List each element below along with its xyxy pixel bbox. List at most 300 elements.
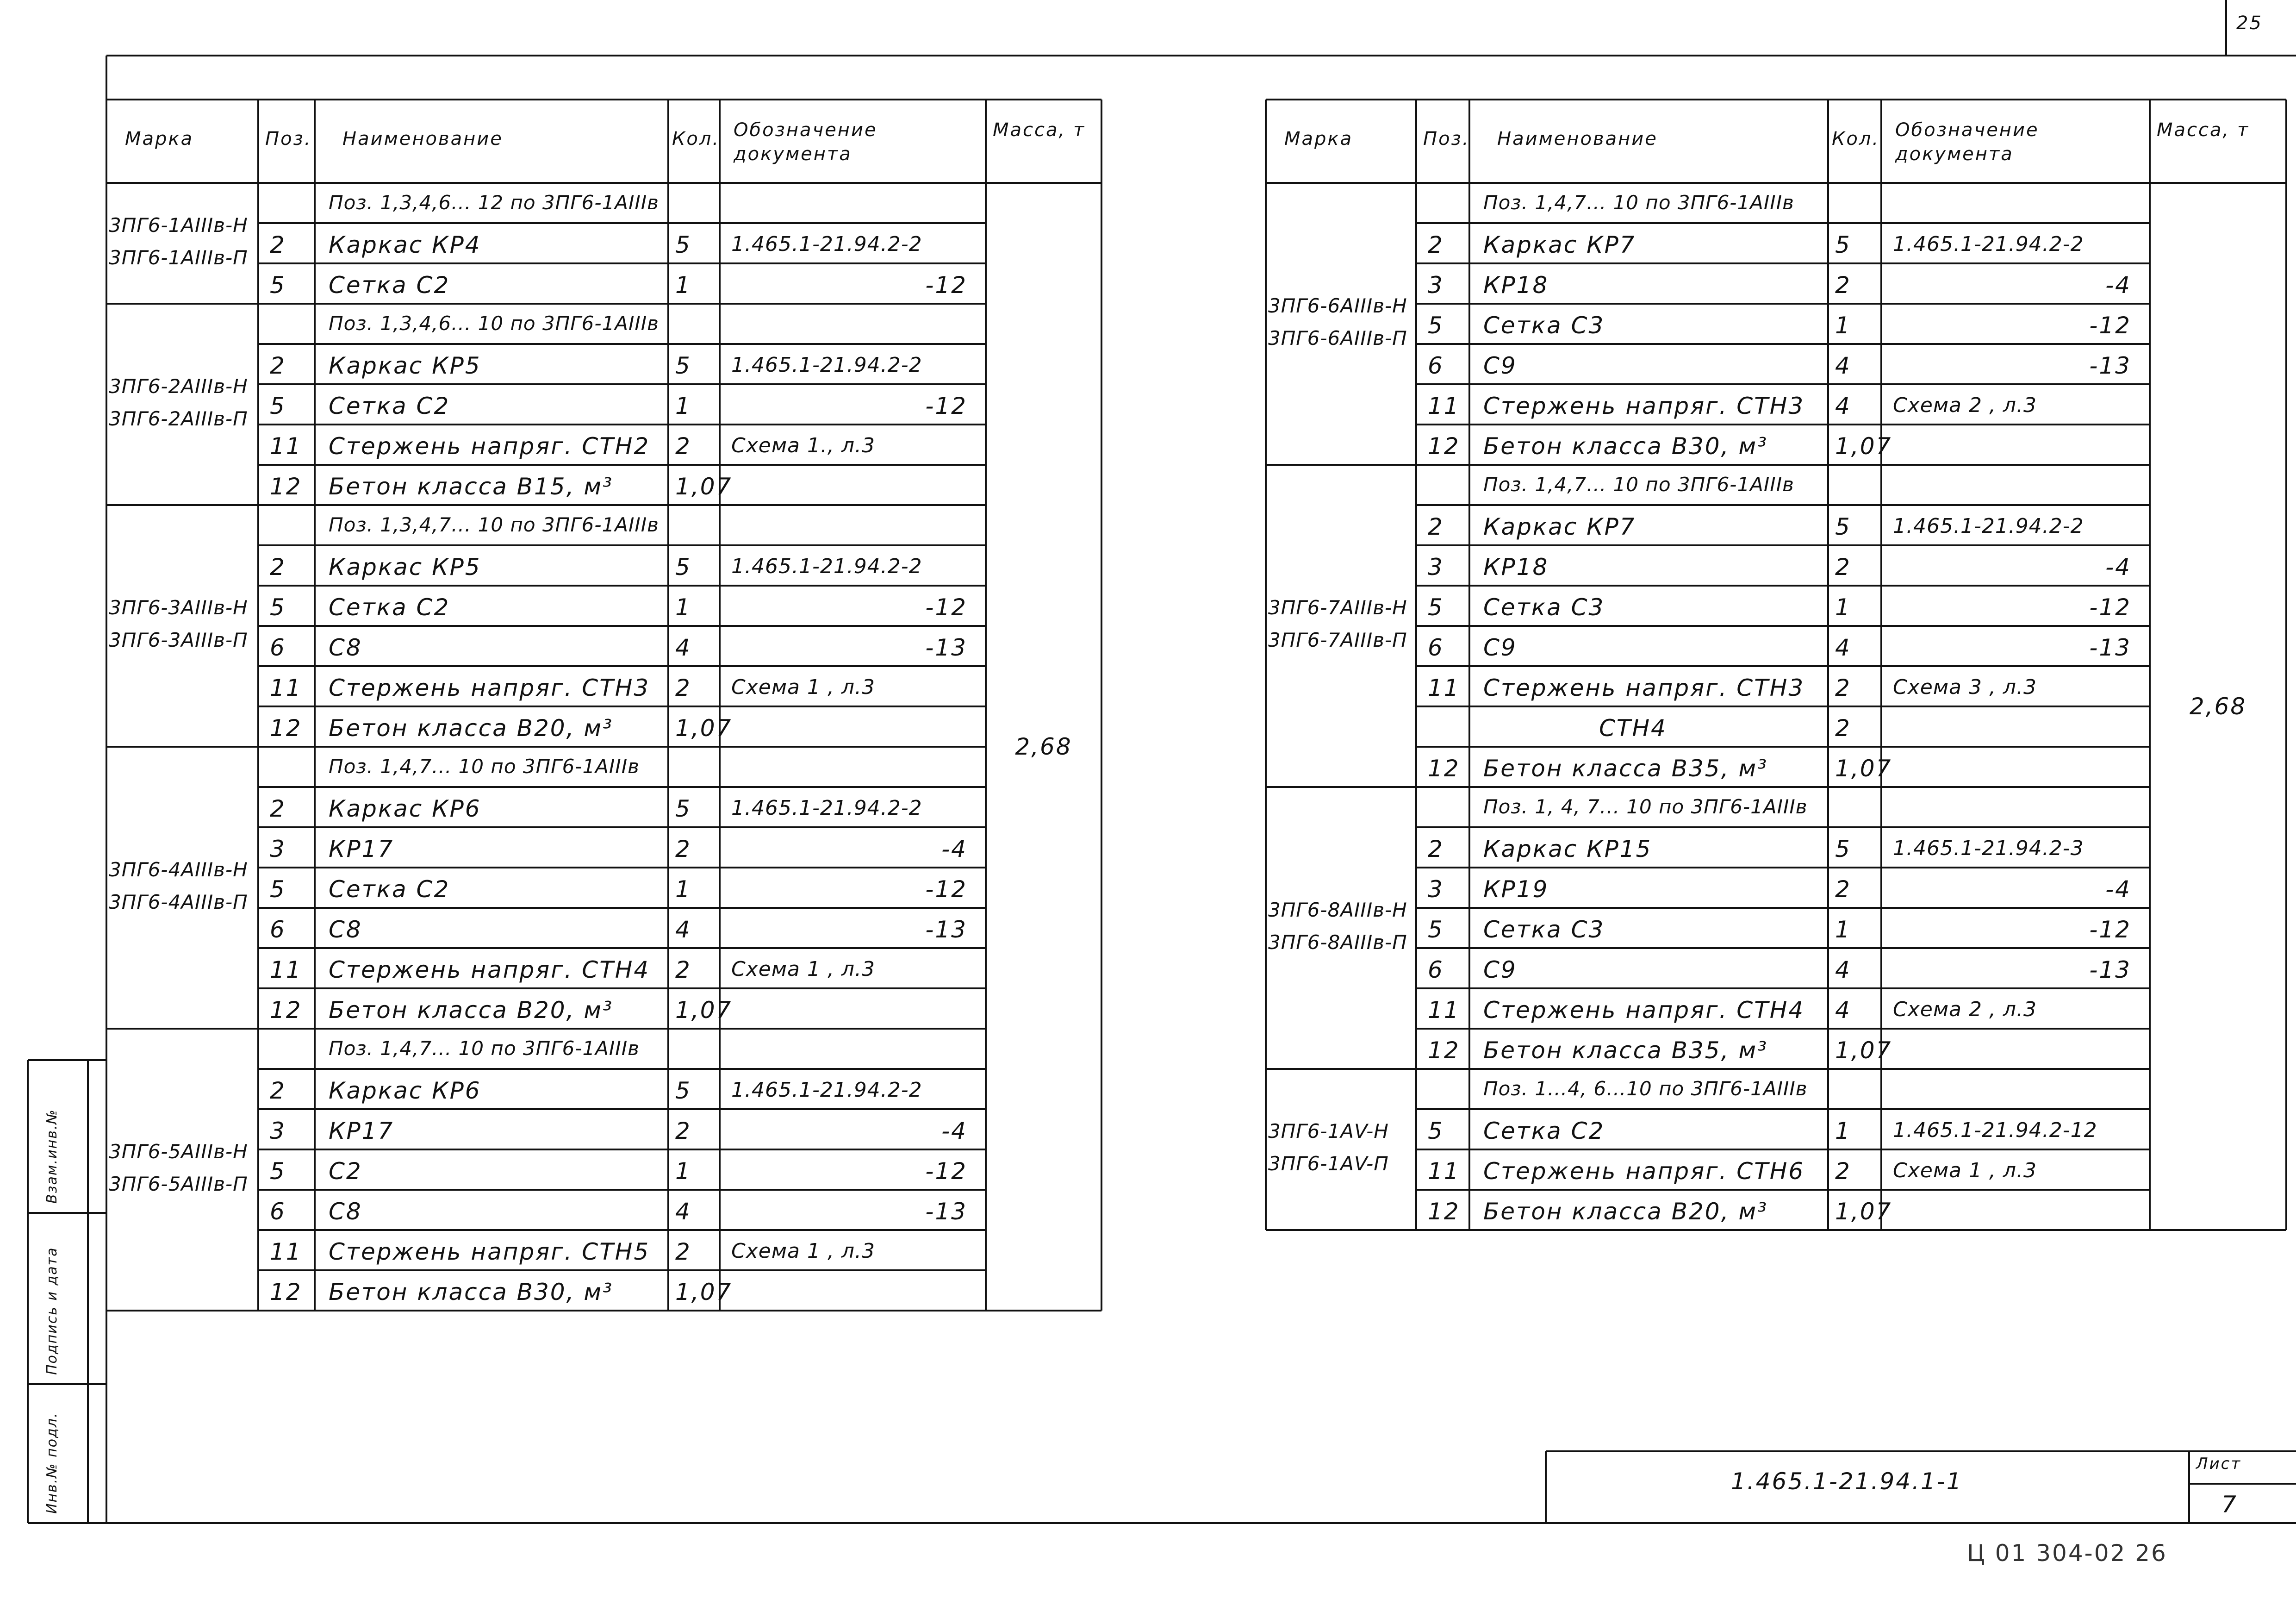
left_table-pos-cell: 6 — [270, 916, 286, 943]
left_table-name-cell: Каркас КР6 — [329, 795, 481, 822]
right_table-mark-cell: 3ПГ6-1АV-П — [1268, 1152, 1389, 1175]
left_table-qty-cell: 4 — [675, 634, 691, 661]
left_table-qty-cell: 5 — [675, 795, 691, 822]
right_table-mark-cell: 3ПГ6-6АIIIв-Н — [1268, 294, 1407, 317]
title-block-sep — [2188, 1451, 2190, 1523]
left_table-header-mass: Масса, т — [993, 119, 1086, 141]
right_table-row-rule — [1416, 544, 2150, 546]
left_table-row-rule — [258, 987, 986, 989]
left_table-pos-cell: 5 — [270, 1158, 286, 1185]
left_table-doc-cell: -12 — [925, 1158, 967, 1185]
left_table-doc-cell: Схема 1 , л.3 — [731, 957, 876, 981]
right_table-name-cell: Стержень напряг. СТН4 — [1483, 997, 1805, 1024]
right_table-col-rule — [1468, 100, 1470, 1230]
left_table-name-cell: Сетка С2 — [329, 594, 450, 621]
left_table-qty-cell: 1 — [675, 393, 691, 419]
left_table-qty-cell: 1,07 — [675, 715, 733, 742]
side-stamp-top — [28, 1059, 106, 1061]
left_table-pos-cell: 2 — [270, 795, 286, 822]
title-block-top — [1546, 1450, 2296, 1452]
right_table-name-cell: С9 — [1483, 956, 1517, 983]
right_table-header-name: Наименование — [1497, 128, 1658, 150]
right_table-row-rule — [1416, 424, 2150, 425]
right_table-row-rule — [1416, 706, 2150, 707]
right_table-pos-cell: 11 — [1428, 674, 1460, 701]
right_table-qty-cell: 5 — [1835, 836, 1851, 862]
left_table-name-cell: С8 — [329, 916, 362, 943]
left_table-qty-cell: 1 — [675, 876, 691, 903]
right_table-header-qty: Кол. — [1832, 128, 1880, 150]
left_table-row-rule — [258, 262, 986, 264]
right_table-name-cell: Стержень напряг. СТН6 — [1483, 1158, 1805, 1185]
left_table-mark-cell: 3ПГ6-1АIIIв-П — [109, 246, 248, 269]
left_table-row-rule — [258, 706, 986, 707]
left_table-pos-cell: 11 — [270, 1238, 302, 1265]
left_table-pos-cell: 6 — [270, 634, 286, 661]
right_table-header-rule — [1266, 182, 2286, 184]
left_table-header-rule — [106, 182, 1101, 184]
right_table-qty-cell: 2 — [1835, 674, 1851, 701]
left_table-name-cell: Стержень напряг. СТН2 — [329, 433, 650, 460]
left_table-qty-cell: 5 — [675, 554, 691, 581]
right_table-doc-cell: -12 — [2089, 312, 2131, 339]
left_table-name-cell: С8 — [329, 634, 362, 661]
right_table-pos-cell: 12 — [1428, 1037, 1460, 1064]
left_table-group-rule — [106, 303, 258, 305]
right_table-qty-cell: 1,07 — [1835, 1198, 1892, 1225]
right_table-doc-cell: 1.465.1-21.94.2-2 — [1893, 514, 2084, 538]
page-stamp: Ц 01 304-02 26 — [1967, 1540, 2167, 1567]
right_table-qty-cell: 1,07 — [1835, 755, 1892, 782]
left_table-pos-cell: 2 — [270, 352, 286, 379]
left_table-mark-cell: 3ПГ6-2АIIIв-П — [109, 407, 248, 430]
right_table-doc-cell: -13 — [2089, 956, 2131, 983]
left_table-row-rule — [258, 464, 986, 466]
right_table-pos-cell: 12 — [1428, 1198, 1460, 1225]
right_table-name-cell: Поз. 1,4,7... 10 по 3ПГ6-1АIIIв — [1483, 473, 1794, 496]
left_table-name-cell: Поз. 1,3,4,6... 10 по 3ПГ6-1АIIIв — [329, 312, 659, 335]
right_table-doc-cell: Схема 3 , л.3 — [1893, 675, 2037, 699]
right_table-pos-cell: 2 — [1428, 231, 1444, 258]
right_table-qty-cell: 2 — [1835, 715, 1851, 742]
left_table-name-cell: Бетон класса В30, м³ — [329, 1279, 614, 1305]
right_table-qty-cell: 5 — [1835, 513, 1851, 540]
left_table-qty-cell: 2 — [675, 674, 691, 701]
left_table-row-rule — [258, 1068, 986, 1070]
left_table-group-rule — [106, 504, 258, 506]
left_table-name-cell: Сетка С2 — [329, 393, 450, 419]
right_table-qty-cell: 4 — [1835, 634, 1851, 661]
left_table-qty-cell: 1,07 — [675, 473, 733, 500]
title-block-left — [1545, 1451, 1547, 1523]
left_table-pos-cell: 5 — [270, 594, 286, 621]
right_table-row-rule — [1416, 1028, 2150, 1030]
left_table-row-rule — [258, 786, 986, 788]
right_table-pos-cell: 11 — [1428, 1158, 1460, 1185]
left_table-row-rule — [258, 303, 986, 305]
right_table-col-rule — [2285, 100, 2287, 1230]
right_table-row-rule — [1416, 1189, 2150, 1191]
left_table-pos-cell: 11 — [270, 956, 302, 983]
left_table-row-rule — [258, 1189, 986, 1191]
side-stamp-sep — [28, 1212, 106, 1214]
left_table-pos-cell: 5 — [270, 393, 286, 419]
right_table-doc-cell: 1.465.1-21.94.2-2 — [1893, 232, 2084, 256]
left_table-row-rule — [258, 907, 986, 909]
right_table-name-cell: Каркас КР15 — [1483, 836, 1652, 862]
right_table-pos-cell: 5 — [1428, 1118, 1444, 1144]
left_table-doc-cell: Схема 1., л.3 — [731, 434, 876, 457]
left_table-row-rule — [258, 947, 986, 949]
right_table-col-rule — [1415, 100, 1417, 1230]
right_table-qty-cell: 2 — [1835, 1158, 1851, 1185]
side-stamp-left — [27, 1060, 29, 1523]
left_table-header-qty: Кол. — [672, 128, 720, 150]
left_table-col-rule — [106, 100, 107, 1311]
left_table-qty-cell: 4 — [675, 916, 691, 943]
title-block-sheet-number: 7 — [2221, 1491, 2238, 1518]
left_table-pos-cell: 3 — [270, 1118, 286, 1144]
right_table-qty-cell: 4 — [1835, 956, 1851, 983]
left_table-group-rule — [106, 1028, 258, 1030]
right_table-group-rule — [1266, 464, 1416, 466]
left_table-name-cell: Стержень напряг. СТН4 — [329, 956, 650, 983]
right_table-row-rule — [1416, 585, 2150, 587]
left_table-pos-cell: 6 — [270, 1198, 286, 1225]
right_table-row-rule — [1416, 625, 2150, 627]
left_table-qty-cell: 5 — [675, 352, 691, 379]
left_table-mark-cell: 3ПГ6-5АIIIв-П — [109, 1172, 248, 1195]
right_table-header-doc: Обозначение документа — [1895, 119, 2039, 165]
left_table-pos-cell: 3 — [270, 836, 286, 862]
left_table-col-rule — [667, 100, 669, 1311]
left_table-row-rule — [258, 746, 986, 748]
right_table-name-cell: КР18 — [1483, 272, 1549, 299]
right_table-group-rule — [1266, 1068, 1416, 1070]
right_table-pos-cell: 3 — [1428, 272, 1444, 299]
right_table-mark-cell: 3ПГ6-6АIIIв-П — [1268, 326, 1407, 350]
right_table-pos-cell: 6 — [1428, 634, 1444, 661]
right_table-doc-cell: Схема 2 , л.3 — [1893, 393, 2037, 417]
left_table-qty-cell: 1,07 — [675, 1279, 733, 1305]
left_table-bottom-rule — [106, 1310, 1101, 1311]
frame-corner-line — [2225, 0, 2227, 56]
right_table-mass-value: 2,68 — [2189, 693, 2247, 720]
right_table-mark-cell: 3ПГ6-7АIIIв-П — [1268, 629, 1407, 651]
right_table-qty-cell: 4 — [1835, 352, 1851, 379]
right_table-row-rule — [1416, 1068, 2150, 1070]
right_table-name-cell: КР19 — [1483, 876, 1549, 903]
right_table-qty-cell: 1 — [1835, 1118, 1851, 1144]
right_table-row-rule — [1416, 222, 2150, 224]
right_table-pos-cell: 11 — [1428, 997, 1460, 1024]
left_table-name-cell: Каркас КР6 — [329, 1077, 481, 1104]
right_table-name-cell: Сетка С3 — [1483, 312, 1605, 339]
right_table-doc-cell: Схема 1 , л.3 — [1893, 1159, 2037, 1182]
right_table-row-rule — [1416, 786, 2150, 788]
right_table-qty-cell: 1,07 — [1835, 433, 1892, 460]
right_table-pos-cell: 3 — [1428, 876, 1444, 903]
right_table-name-cell: С9 — [1483, 634, 1517, 661]
left_table-doc-cell: -4 — [941, 1118, 967, 1144]
left_table-qty-cell: 2 — [675, 956, 691, 983]
left_table-mark-cell: 3ПГ6-4АIIIв-Н — [109, 858, 248, 881]
left_table-mark-cell: 3ПГ6-3АIIIв-П — [109, 629, 248, 651]
frame-top-line — [106, 55, 2296, 56]
right_table-name-cell: Бетон класса В30, м³ — [1483, 433, 1768, 460]
right_table-mark-cell: 3ПГ6-8АIIIв-Н — [1268, 898, 1407, 921]
left_table-header-name: Наименование — [342, 128, 503, 150]
left_table-name-cell: Стержень напряг. СТН3 — [329, 674, 650, 701]
left_table-pos-cell: 5 — [270, 272, 286, 299]
left_table-row-rule — [258, 625, 986, 627]
left_table-mass-value: 2,68 — [1015, 733, 1072, 760]
right_table-header-mark: Марка — [1284, 128, 1353, 150]
left_table-qty-cell: 2 — [675, 836, 691, 862]
left_table-pos-cell: 11 — [270, 674, 302, 701]
right_table-qty-cell: 5 — [1835, 231, 1851, 258]
left_table-name-cell: Сетка С2 — [329, 272, 450, 299]
right_table-row-rule — [1416, 262, 2150, 264]
right_table-row-rule — [1416, 907, 2150, 909]
right_table-pos-cell: 2 — [1428, 836, 1444, 862]
side-stamp-sign: Подпись и дата — [44, 1247, 60, 1375]
left_table-row-rule — [258, 424, 986, 425]
left_table-qty-cell: 1,07 — [675, 997, 733, 1024]
right_table-name-cell: Бетон класса В20, м³ — [1483, 1198, 1768, 1225]
left_table-doc-cell: -13 — [925, 634, 967, 661]
right_table-pos-cell: 12 — [1428, 755, 1460, 782]
right_table-row-rule — [1416, 383, 2150, 385]
right_table-qty-cell: 4 — [1835, 997, 1851, 1024]
left_table-doc-cell: Схема 1 , л.3 — [731, 675, 876, 699]
left_table-row-rule — [258, 867, 986, 868]
left_table-pos-cell: 2 — [270, 1077, 286, 1104]
right_table-name-cell: Сетка С2 — [1483, 1118, 1605, 1144]
left_table-doc-cell: -13 — [925, 916, 967, 943]
sheet-corner-number: 25 — [2236, 12, 2263, 34]
right_table-name-cell: Сетка С3 — [1483, 916, 1605, 943]
right_table-name-cell: Поз. 1, 4, 7... 10 по 3ПГ6-1АIIIв — [1483, 795, 1808, 818]
left_table-header-pos: Поз. — [265, 128, 312, 150]
left_table-pos-cell: 12 — [270, 473, 302, 500]
right_table-name-cell: Поз. 1...4, 6...10 по 3ПГ6-1АIIIв — [1483, 1077, 1808, 1100]
right_table-qty-cell: 2 — [1835, 272, 1851, 299]
right_table-header-pos: Поз. — [1423, 128, 1470, 150]
left_table-col-rule — [985, 100, 987, 1311]
left_table-header-mark: Марка — [125, 128, 194, 150]
left_table-doc-cell: -12 — [925, 594, 967, 621]
left_table-mark-cell: 3ПГ6-2АIIIв-Н — [109, 375, 248, 398]
right_table-mark-cell: 3ПГ6-1АV-Н — [1268, 1120, 1389, 1143]
left_table-group-rule — [106, 746, 258, 748]
right_table-row-rule — [1416, 746, 2150, 748]
right_table-qty-cell: 2 — [1835, 554, 1851, 581]
left_table-name-cell: Поз. 1,3,4,6... 12 по 3ПГ6-1АIIIв — [329, 191, 659, 214]
left_table-doc-cell: -12 — [925, 876, 967, 903]
right_table-row-rule — [1416, 1108, 2150, 1110]
right_table-mark-cell: 3ПГ6-8АIIIв-П — [1268, 931, 1407, 954]
right_table-row-rule — [1416, 303, 2150, 305]
side-stamp-replace: Взам.инв.№ — [44, 1109, 60, 1204]
left_table-name-cell: Стержень напряг. СТН5 — [329, 1238, 650, 1265]
left_table-doc-cell: -4 — [941, 836, 967, 862]
right_table-row-rule — [1416, 504, 2150, 506]
right_table-qty-cell: 2 — [1835, 876, 1851, 903]
right_table-name-cell: Бетон класса В35, м³ — [1483, 1037, 1768, 1064]
right_table-row-rule — [1416, 826, 2150, 828]
left_table-row-rule — [258, 1028, 986, 1030]
title-block-code: 1.465.1-21.94.1-1 — [1731, 1468, 1963, 1495]
left_table-row-rule — [258, 1229, 986, 1231]
left_table-qty-cell: 1 — [675, 1158, 691, 1185]
right_table-name-cell: Сетка С3 — [1483, 594, 1605, 621]
left_table-pos-cell: 5 — [270, 876, 286, 903]
right_table-pos-cell: 5 — [1428, 916, 1444, 943]
right_table-name-cell: СТН4 — [1599, 715, 1667, 742]
title-block-sheet-rule — [2189, 1483, 2296, 1485]
left_table-pos-cell: 12 — [270, 715, 302, 742]
left_table-row-rule — [258, 1108, 986, 1110]
right_table-row-rule — [1416, 464, 2150, 466]
left_table-qty-cell: 4 — [675, 1198, 691, 1225]
left_table-doc-cell: Схема 1 , л.3 — [731, 1239, 876, 1263]
left_table-doc-cell: -13 — [925, 1198, 967, 1225]
right_table-doc-cell: -12 — [2089, 594, 2131, 621]
left_table-doc-cell: -12 — [925, 272, 967, 299]
left_table-mark-cell: 3ПГ6-1АIIIв-Н — [109, 213, 248, 237]
side-stamp-right — [87, 1060, 89, 1523]
frame-bottom-line — [28, 1522, 2296, 1524]
left_table-name-cell: Бетон класса В15, м³ — [329, 473, 614, 500]
left_table-doc-cell: 1.465.1-21.94.2-2 — [731, 232, 922, 256]
left_table-name-cell: Каркас КР4 — [329, 231, 481, 258]
left_table-row-rule — [258, 1269, 986, 1271]
right_table-doc-cell: -4 — [2105, 554, 2131, 581]
right_table-row-rule — [1416, 665, 2150, 667]
right_table-qty-cell: 4 — [1835, 393, 1851, 419]
left_table-doc-cell: 1.465.1-21.94.2-2 — [731, 353, 922, 377]
right_table-doc-cell: -13 — [2089, 352, 2131, 379]
right_table-qty-cell: 1,07 — [1835, 1037, 1892, 1064]
left_table-pos-cell: 11 — [270, 433, 302, 460]
left_table-col-rule — [257, 100, 259, 1311]
left_table-col-rule — [314, 100, 316, 1311]
left_table-doc-cell: -12 — [925, 393, 967, 419]
right_table-col-rule — [1265, 100, 1267, 1230]
right_table-name-cell: Поз. 1,4,7... 10 по 3ПГ6-1АIIIв — [1483, 191, 1794, 214]
left_table-name-cell: КР17 — [329, 836, 394, 862]
left_table-name-cell: КР17 — [329, 1118, 394, 1144]
right_table-name-cell: Стержень напряг. СТН3 — [1483, 393, 1805, 419]
right_table-doc-cell: -4 — [2105, 876, 2131, 903]
left_table-row-rule — [258, 504, 986, 506]
left_table-qty-cell: 2 — [675, 1238, 691, 1265]
left_table-pos-cell: 12 — [270, 997, 302, 1024]
right_table-pos-cell: 3 — [1428, 554, 1444, 581]
left_table-name-cell: Бетон класса В20, м³ — [329, 715, 614, 742]
left_table-qty-cell: 1 — [675, 594, 691, 621]
right_table-name-cell: Стержень напряг. СТН3 — [1483, 674, 1805, 701]
left_table-doc-cell: 1.465.1-21.94.2-2 — [731, 796, 922, 820]
left_table-name-cell: Поз. 1,4,7... 10 по 3ПГ6-1АIIIв — [329, 755, 640, 778]
title-block-sheet-label: Лист — [2196, 1455, 2242, 1473]
left_table-col-rule — [719, 100, 721, 1311]
right_table-name-cell: С9 — [1483, 352, 1517, 379]
side-stamp-sep — [28, 1383, 106, 1385]
right_table-pos-cell: 11 — [1428, 393, 1460, 419]
left_table-row-rule — [258, 585, 986, 587]
right_table-doc-cell: 1.465.1-21.94.2-12 — [1893, 1118, 2097, 1142]
left_table-pos-cell: 12 — [270, 1279, 302, 1305]
right_table-row-rule — [1416, 343, 2150, 345]
left_table-qty-cell: 5 — [675, 1077, 691, 1104]
right_table-pos-cell: 6 — [1428, 352, 1444, 379]
right_table-group-rule — [1266, 786, 1416, 788]
left_table-qty-cell: 1 — [675, 272, 691, 299]
right_table-doc-cell: 1.465.1-21.94.2-3 — [1893, 837, 2084, 860]
right_table-mark-cell: 3ПГ6-7АIIIв-Н — [1268, 596, 1407, 619]
right_table-pos-cell: 5 — [1428, 312, 1444, 339]
left_table-name-cell: Сетка С2 — [329, 876, 450, 903]
left_table-name-cell: Каркас КР5 — [329, 352, 481, 379]
right_table-col-rule — [2149, 100, 2151, 1230]
left_table-name-cell: Каркас КР5 — [329, 554, 481, 581]
left_table-col-rule — [1101, 100, 1102, 1311]
right_table-doc-cell: -12 — [2089, 916, 2131, 943]
right_table-name-cell: Бетон класса В35, м³ — [1483, 755, 1768, 782]
right_table-qty-cell: 1 — [1835, 312, 1851, 339]
left_table-name-cell: Поз. 1,3,4,7... 10 по 3ПГ6-1АIIIв — [329, 513, 659, 536]
left_table-qty-cell: 5 — [675, 231, 691, 258]
left_table-top-rule — [106, 99, 1101, 100]
right_table-qty-cell: 1 — [1835, 594, 1851, 621]
right_table-pos-cell: 12 — [1428, 433, 1460, 460]
left_table-pos-cell: 2 — [270, 231, 286, 258]
left_table-mark-cell: 3ПГ6-3АIIIв-Н — [109, 596, 248, 619]
left_table-doc-cell: 1.465.1-21.94.2-2 — [731, 555, 922, 578]
left_table-mark-cell: 3ПГ6-5АIIIв-Н — [109, 1140, 248, 1163]
left_table-row-rule — [258, 544, 986, 546]
right_table-row-rule — [1416, 1149, 2150, 1150]
right_table-name-cell: КР18 — [1483, 554, 1549, 581]
right_table-qty-cell: 1 — [1835, 916, 1851, 943]
left_table-header-doc: Обозначение документа — [734, 119, 877, 165]
right_table-doc-cell: Схема 2 , л.3 — [1893, 998, 2037, 1021]
left_table-row-rule — [258, 222, 986, 224]
left_table-name-cell: С2 — [329, 1158, 362, 1185]
right_table-bottom-rule — [1266, 1229, 2286, 1231]
left_table-row-rule — [258, 343, 986, 345]
left_table-pos-cell: 2 — [270, 554, 286, 581]
right_table-pos-cell: 2 — [1428, 513, 1444, 540]
left_table-name-cell: Поз. 1,4,7... 10 по 3ПГ6-1АIIIв — [329, 1037, 640, 1060]
left_table-qty-cell: 2 — [675, 1118, 691, 1144]
left_table-mark-cell: 3ПГ6-4АIIIв-П — [109, 890, 248, 913]
right_table-col-rule — [1827, 100, 1829, 1230]
left_table-row-rule — [258, 665, 986, 667]
right_table-doc-cell: -13 — [2089, 634, 2131, 661]
right_table-pos-cell: 6 — [1428, 956, 1444, 983]
right_table-top-rule — [1266, 99, 2286, 100]
left_table-row-rule — [258, 826, 986, 828]
right_table-row-rule — [1416, 987, 2150, 989]
right_table-row-rule — [1416, 867, 2150, 868]
right_table-row-rule — [1416, 947, 2150, 949]
left_table-name-cell: С8 — [329, 1198, 362, 1225]
left_table-doc-cell: 1.465.1-21.94.2-2 — [731, 1078, 922, 1102]
right_table-doc-cell: -4 — [2105, 272, 2131, 299]
